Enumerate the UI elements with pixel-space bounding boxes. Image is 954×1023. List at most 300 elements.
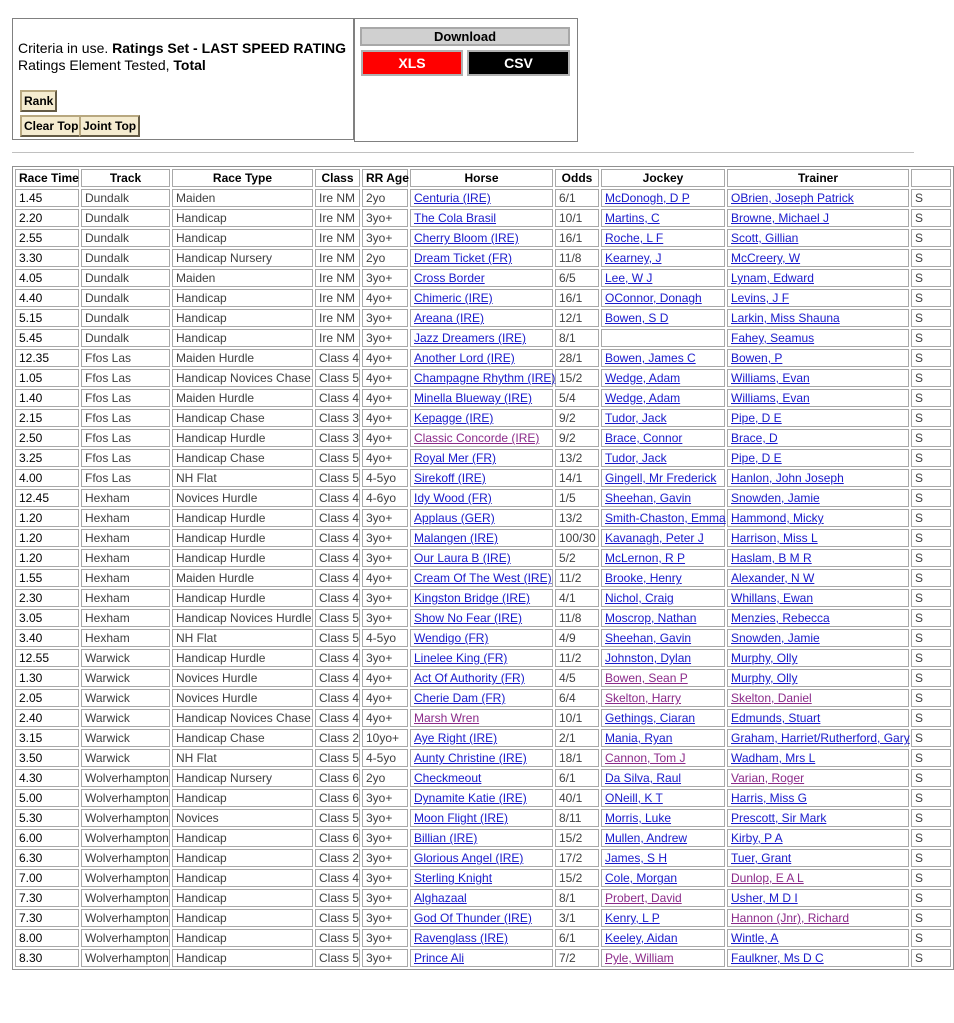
horse-link[interactable]: Aunty Christine (IRE) (414, 751, 527, 765)
trainer-link[interactable]: Graham, Harriet/Rutherford, Gary (731, 731, 910, 745)
age-cell: 3yo+ (362, 269, 408, 287)
track-cell: Ffos Las (81, 469, 170, 487)
trainer-link[interactable]: Hammond, Micky (731, 511, 824, 525)
class-cell: Class 5 (315, 369, 360, 387)
jockey-link[interactable]: Morris, Luke (605, 811, 672, 825)
horse-link[interactable]: Kingston Bridge (IRE) (414, 591, 531, 605)
horse-cell (410, 429, 553, 447)
horse-link[interactable]: Wendigo (FR) (414, 631, 489, 645)
race-type-cell: Novices (172, 809, 313, 827)
horse-cell (410, 749, 553, 767)
trainer-cell (727, 589, 909, 607)
jockey-link[interactable]: Brooke, Henry (605, 571, 682, 585)
extra-cell: S (911, 889, 951, 907)
horse-link[interactable]: The Cola Brasil (414, 211, 497, 225)
horse-link[interactable]: Cross Border (414, 271, 485, 285)
odds-cell: 6/1 (555, 769, 599, 787)
class-cell: Ire NM (315, 289, 360, 307)
extra-cell: S (911, 489, 951, 507)
jockey-cell (601, 869, 725, 887)
jockey-link[interactable]: McLernon, R P (605, 551, 686, 565)
horse-cell (410, 589, 553, 607)
horse-link[interactable]: Centuria (IRE) (414, 191, 491, 205)
extra-cell: S (911, 949, 951, 967)
track-cell: Dundalk (81, 269, 170, 287)
jockey-link[interactable]: Keeley, Aidan (605, 931, 678, 945)
age-cell: 4-5yo (362, 749, 408, 767)
horse-link[interactable]: Sterling Knight (414, 871, 493, 885)
extra-cell: S (911, 649, 951, 667)
trainer-link[interactable]: Prescott, Sir Mark (731, 811, 827, 825)
extra-cell: S (911, 189, 951, 207)
jockey-link[interactable]: McDonogh, D P (605, 191, 690, 205)
track-cell: Hexham (81, 609, 170, 627)
trainer-link[interactable]: McCreery, W (731, 251, 801, 265)
horse-cell (410, 229, 553, 247)
horse-link[interactable]: Glorious Angel (IRE) (414, 851, 524, 865)
criteria-line2-prefix: Ratings Element Tested, (18, 57, 174, 73)
jockey-link[interactable]: James, S H (605, 851, 668, 865)
jockey-link[interactable]: Mania, Ryan (605, 731, 673, 745)
trainer-link[interactable]: Fahey, Seamus (731, 331, 815, 345)
trainer-link[interactable]: Pipe, D E (731, 451, 782, 465)
jockey-link[interactable]: Wedge, Adam (605, 371, 681, 385)
trainer-cell (727, 349, 909, 367)
trainer-link[interactable]: Browne, Michael J (731, 211, 830, 225)
jockey-link[interactable]: Bowen, James C (605, 351, 696, 365)
race-time-cell: 1.20 (15, 549, 79, 567)
joint-top-button[interactable]: Joint Top (79, 115, 140, 137)
trainer-cell (727, 409, 909, 427)
column-header: Race Time (15, 169, 79, 187)
jockey-link[interactable]: Moscrop, Nathan (605, 611, 697, 625)
jockey-link[interactable]: Johnston, Dylan (605, 651, 692, 665)
trainer-link[interactable]: Murphy, Olly (731, 671, 798, 685)
trainer-cell (727, 389, 909, 407)
track-cell: Wolverhampton (81, 809, 170, 827)
race-type-cell: Handicap (172, 929, 313, 947)
extra-cell: S (911, 789, 951, 807)
table-row (15, 489, 951, 507)
race-type-cell: Handicap (172, 949, 313, 967)
horse-cell (410, 789, 553, 807)
trainer-link[interactable]: Harrison, Miss L (731, 531, 818, 545)
extra-cell: S (911, 369, 951, 387)
horse-link[interactable]: Malangen (IRE) (414, 531, 499, 545)
race-type-cell: Handicap Chase (172, 409, 313, 427)
class-cell: Class 4 (315, 589, 360, 607)
jockey-link[interactable]: Cole, Morgan (605, 871, 678, 885)
trainer-link[interactable]: Menzies, Rebecca (731, 611, 830, 625)
section-divider (12, 152, 914, 153)
trainer-link[interactable]: Wintle, A (731, 931, 779, 945)
track-cell: Hexham (81, 549, 170, 567)
jockey-link[interactable]: Martins, C (605, 211, 660, 225)
class-cell: Ire NM (315, 229, 360, 247)
age-cell: 4-6yo (362, 489, 408, 507)
odds-cell: 6/4 (555, 689, 599, 707)
horse-link[interactable]: Sirekoff (IRE) (414, 471, 486, 485)
horse-link[interactable]: Another Lord (IRE) (414, 351, 515, 365)
jockey-link[interactable]: Bowen, S D (605, 311, 669, 325)
jockey-cell (601, 829, 725, 847)
trainer-link[interactable]: OBrien, Joseph Patrick (731, 191, 854, 205)
trainer-link[interactable]: Snowden, Jamie (731, 491, 820, 505)
race-time-cell: 2.05 (15, 689, 79, 707)
horse-cell (410, 949, 553, 967)
column-header: RR Age (362, 169, 408, 187)
track-cell: Warwick (81, 709, 170, 727)
jockey-link[interactable]: Pyle, William (605, 951, 674, 965)
horse-link[interactable]: Prince Ali (414, 951, 465, 965)
horse-link[interactable]: Alghazaal (414, 891, 467, 905)
table-row (15, 649, 951, 667)
table-row (15, 589, 951, 607)
class-cell: Class 4 (315, 509, 360, 527)
horse-cell (410, 809, 553, 827)
jockey-link[interactable]: Tudor, Jack (605, 451, 667, 465)
horse-link[interactable]: Act Of Authority (FR) (414, 671, 525, 685)
race-type-cell: Handicap (172, 789, 313, 807)
class-cell: Class 5 (315, 949, 360, 967)
jockey-link[interactable]: Sheehan, Gavin (605, 631, 692, 645)
race-type-cell: Handicap (172, 329, 313, 347)
jockey-link[interactable]: Nichol, Craig (605, 591, 674, 605)
jockey-link[interactable]: Probert, David (605, 891, 682, 905)
trainer-cell (727, 929, 909, 947)
trainer-link[interactable]: Edmunds, Stuart (731, 711, 821, 725)
trainer-link[interactable]: Faulkner, Ms D C (731, 951, 824, 965)
age-cell: 4yo+ (362, 369, 408, 387)
odds-cell: 13/2 (555, 509, 599, 527)
race-time-cell: 7.00 (15, 869, 79, 887)
horse-link[interactable]: Moon Flight (IRE) (414, 811, 509, 825)
jockey-link[interactable]: ONeill, K T (605, 791, 663, 805)
column-header: Horse (410, 169, 553, 187)
jockey-link[interactable]: Roche, L F (605, 231, 664, 245)
horse-cell (410, 209, 553, 227)
age-cell: 2yo (362, 189, 408, 207)
horse-link[interactable]: Minella Blueway (IRE) (414, 391, 533, 405)
class-cell: Class 5 (315, 909, 360, 927)
jockey-link[interactable]: Smith-Chaston, Emma (605, 511, 726, 525)
trainer-link[interactable]: Alexander, N W (731, 571, 815, 585)
extra-cell: S (911, 809, 951, 827)
race-time-cell: 2.40 (15, 709, 79, 727)
trainer-link[interactable]: Murphy, Olly (731, 651, 798, 665)
race-type-cell: Handicap Hurdle (172, 509, 313, 527)
table-row (15, 529, 951, 547)
jockey-cell (601, 709, 725, 727)
horse-link[interactable]: God Of Thunder (IRE) (414, 911, 532, 925)
trainer-cell (727, 749, 909, 767)
trainer-link[interactable]: Tuer, Grant (731, 851, 792, 865)
age-cell: 3yo+ (362, 829, 408, 847)
horse-link[interactable]: Billian (IRE) (414, 831, 478, 845)
table-row (15, 549, 951, 567)
race-time-cell: 5.30 (15, 809, 79, 827)
age-cell: 3yo+ (362, 209, 408, 227)
trainer-cell (727, 709, 909, 727)
jockey-link[interactable]: Sheehan, Gavin (605, 491, 692, 505)
trainer-cell (727, 729, 909, 747)
trainer-cell (727, 609, 909, 627)
table-row (15, 949, 951, 967)
odds-cell: 4/1 (555, 589, 599, 607)
horse-cell (410, 189, 553, 207)
age-cell: 3yo+ (362, 589, 408, 607)
column-header (911, 169, 951, 187)
odds-cell: 3/1 (555, 909, 599, 927)
xls-download-button[interactable]: XLS (361, 50, 463, 76)
jockey-cell (601, 289, 725, 307)
odds-cell: 4/5 (555, 669, 599, 687)
age-cell: 3yo+ (362, 929, 408, 947)
trainer-link[interactable]: Varian, Roger (731, 771, 805, 785)
odds-cell: 5/2 (555, 549, 599, 567)
horse-link[interactable]: Areana (IRE) (414, 311, 485, 325)
race-time-cell: 7.30 (15, 889, 79, 907)
trainer-cell (727, 529, 909, 547)
horse-link[interactable]: Chimeric (IRE) (414, 291, 493, 305)
table-row (15, 569, 951, 587)
extra-cell: S (911, 909, 951, 927)
trainer-cell (727, 309, 909, 327)
horse-cell (410, 549, 553, 567)
trainer-link[interactable]: Wadham, Mrs L (731, 751, 816, 765)
trainer-cell (727, 789, 909, 807)
race-type-cell: Handicap (172, 309, 313, 327)
race-time-cell: 7.30 (15, 909, 79, 927)
horse-link[interactable]: Cherry Bloom (IRE) (414, 231, 519, 245)
trainer-link[interactable]: Usher, M D I (731, 891, 798, 905)
horse-link[interactable]: Marsh Wren (414, 711, 480, 725)
odds-cell: 7/2 (555, 949, 599, 967)
odds-cell: 13/2 (555, 449, 599, 467)
horse-link[interactable]: Linelee King (FR) (414, 651, 508, 665)
trainer-cell (727, 369, 909, 387)
ratings-set-value: Ratings Set - LAST SPEED RATING (112, 40, 347, 56)
horse-link[interactable]: Our Laura B (IRE) (414, 551, 511, 565)
race-type-cell: Handicap (172, 289, 313, 307)
race-type-cell: Handicap (172, 209, 313, 227)
jockey-link[interactable]: Kavanagh, Peter J (605, 531, 704, 545)
jockey-cell (601, 669, 725, 687)
horse-cell (410, 869, 553, 887)
age-cell: 4yo+ (362, 409, 408, 427)
race-type-cell: Handicap Hurdle (172, 529, 313, 547)
age-cell: 4yo+ (362, 669, 408, 687)
table-row (15, 269, 951, 287)
table-row (15, 249, 951, 267)
table-row (15, 889, 951, 907)
race-type-cell: Handicap Nursery (172, 769, 313, 787)
track-cell: Wolverhampton (81, 949, 170, 967)
trainer-link[interactable]: Kirby, P A (731, 831, 783, 845)
odds-cell: 8/11 (555, 809, 599, 827)
trainer-link[interactable]: Whillans, Ewan (731, 591, 814, 605)
trainer-link[interactable]: Scott, Gillian (731, 231, 799, 245)
table-row (15, 849, 951, 867)
horse-link[interactable]: Classic Concorde (IRE) (414, 431, 540, 445)
jockey-link[interactable]: Gethings, Ciaran (605, 711, 696, 725)
horse-link[interactable]: Champagne Rhythm (IRE) (414, 371, 556, 385)
extra-cell: S (911, 349, 951, 367)
class-cell: Class 5 (315, 809, 360, 827)
trainer-cell (727, 629, 909, 647)
race-type-cell: Maiden Hurdle (172, 389, 313, 407)
trainer-link[interactable]: Dunlop, E A L (731, 871, 804, 885)
jockey-link[interactable]: Gingell, Mr Frederick (605, 471, 717, 485)
class-cell: Class 4 (315, 569, 360, 587)
trainer-link[interactable]: Levins, J F (731, 291, 790, 305)
class-cell: Ire NM (315, 189, 360, 207)
race-type-cell: NH Flat (172, 469, 313, 487)
jockey-link[interactable]: Brace, Connor (605, 431, 683, 445)
race-type-cell: Handicap Chase (172, 449, 313, 467)
jockey-link[interactable]: Kenry, L P (605, 911, 660, 925)
ratings-element-value: Total (173, 57, 206, 73)
age-cell: 3yo+ (362, 549, 408, 567)
jockey-link[interactable]: Skelton, Harry (605, 691, 682, 705)
class-cell: Class 5 (315, 889, 360, 907)
jockey-link[interactable]: Kearney, J (605, 251, 662, 265)
horse-link[interactable]: Cream Of The West (IRE) (414, 571, 552, 585)
trainer-link[interactable]: Williams, Evan (731, 391, 810, 405)
odds-cell: 4/9 (555, 629, 599, 647)
age-cell: 3yo+ (362, 789, 408, 807)
horse-cell (410, 329, 553, 347)
horse-link[interactable]: Show No Fear (IRE) (414, 611, 523, 625)
horse-link[interactable]: Idy Wood (FR) (414, 491, 492, 505)
trainer-link[interactable]: Pipe, D E (731, 411, 782, 425)
table-row (15, 909, 951, 927)
horse-cell (410, 909, 553, 927)
trainer-link[interactable]: Bowen, P (731, 351, 783, 365)
table-row (15, 609, 951, 627)
jockey-link[interactable]: Cannon, Tom J (605, 751, 686, 765)
trainer-link[interactable]: Snowden, Jamie (731, 631, 820, 645)
race-time-cell: 12.35 (15, 349, 79, 367)
age-cell: 3yo+ (362, 949, 408, 967)
class-cell: Class 4 (315, 869, 360, 887)
extra-cell: S (911, 329, 951, 347)
odds-cell: 17/2 (555, 849, 599, 867)
age-cell: 2yo (362, 769, 408, 787)
extra-cell: S (911, 629, 951, 647)
table-row (15, 209, 951, 227)
trainer-cell (727, 809, 909, 827)
trainer-link[interactable]: Brace, D (731, 431, 778, 445)
trainer-link[interactable]: Harris, Miss G (731, 791, 807, 805)
class-cell: Class 4 (315, 649, 360, 667)
age-cell: 4yo+ (362, 389, 408, 407)
horse-cell (410, 689, 553, 707)
horse-link[interactable]: Jazz Dreamers (IRE) (414, 331, 527, 345)
jockey-link[interactable]: Wedge, Adam (605, 391, 681, 405)
track-cell: Dundalk (81, 209, 170, 227)
csv-download-button[interactable]: CSV (467, 50, 570, 76)
odds-cell: 14/1 (555, 469, 599, 487)
age-cell: 3yo+ (362, 229, 408, 247)
trainer-cell (727, 909, 909, 927)
track-cell: Ffos Las (81, 409, 170, 427)
age-cell: 4yo+ (362, 289, 408, 307)
age-cell: 3yo+ (362, 849, 408, 867)
age-cell: 4yo+ (362, 569, 408, 587)
track-cell: Ffos Las (81, 349, 170, 367)
horse-link[interactable]: Checkmeout (414, 771, 482, 785)
jockey-link[interactable]: OConnor, Donagh (605, 291, 702, 305)
trainer-link[interactable]: Skelton, Daniel (731, 691, 812, 705)
race-time-cell: 3.40 (15, 629, 79, 647)
horse-link[interactable]: Dynamite Katie (IRE) (414, 791, 527, 805)
table-row (15, 629, 951, 647)
trainer-link[interactable]: Williams, Evan (731, 371, 810, 385)
jockey-cell (601, 689, 725, 707)
jockey-cell (601, 509, 725, 527)
trainer-link[interactable]: Hanlon, John Joseph (731, 471, 844, 485)
horse-link[interactable]: Ravenglass (IRE) (414, 931, 509, 945)
criteria-panel (12, 18, 354, 140)
trainer-cell (727, 469, 909, 487)
race-type-cell: Handicap (172, 869, 313, 887)
jockey-link[interactable]: Mullen, Andrew (605, 831, 688, 845)
horse-link[interactable]: Cherie Dam (FR) (414, 691, 506, 705)
race-type-cell: Handicap Novices Hurdle (172, 609, 313, 627)
horse-link[interactable]: Kepagge (IRE) (414, 411, 494, 425)
horse-link[interactable]: Aye Right (IRE) (414, 731, 498, 745)
race-type-cell: Maiden Hurdle (172, 569, 313, 587)
race-time-cell: 4.40 (15, 289, 79, 307)
jockey-cell (601, 749, 725, 767)
odds-cell: 15/2 (555, 369, 599, 387)
trainer-link[interactable]: Larkin, Miss Shauna (731, 311, 840, 325)
clear-top-button[interactable]: Clear Top (20, 115, 82, 137)
extra-cell: S (911, 249, 951, 267)
odds-cell: 6/1 (555, 189, 599, 207)
trainer-cell (727, 449, 909, 467)
age-cell: 2yo (362, 249, 408, 267)
race-type-cell: Handicap Hurdle (172, 549, 313, 567)
race-type-cell: Handicap Novices Chase (172, 709, 313, 727)
jockey-link[interactable]: Tudor, Jack (605, 411, 667, 425)
race-time-cell: 4.30 (15, 769, 79, 787)
rank-button[interactable]: Rank (20, 90, 57, 112)
race-time-cell: 2.20 (15, 209, 79, 227)
race-type-cell: Maiden (172, 269, 313, 287)
trainer-link[interactable]: Hannon (Jnr), Richard (731, 911, 850, 925)
age-cell: 4-5yo (362, 469, 408, 487)
table-row (15, 869, 951, 887)
jockey-cell (601, 189, 725, 207)
download-panel (354, 18, 578, 142)
horse-link[interactable]: Applaus (GER) (414, 511, 495, 525)
jockey-link[interactable]: Bowen, Sean P (605, 671, 688, 685)
trainer-link[interactable]: Lynam, Edward (731, 271, 814, 285)
race-type-cell: Handicap Hurdle (172, 589, 313, 607)
horse-link[interactable]: Dream Ticket (FR) (414, 251, 513, 265)
jockey-link[interactable]: Lee, W J (605, 271, 653, 285)
horse-cell (410, 309, 553, 327)
extra-cell: S (911, 469, 951, 487)
jockey-link[interactable]: Da Silva, Raul (605, 771, 682, 785)
race-time-cell: 3.15 (15, 729, 79, 747)
horse-link[interactable]: Royal Mer (FR) (414, 451, 497, 465)
trainer-cell (727, 889, 909, 907)
track-cell: Hexham (81, 589, 170, 607)
trainer-link[interactable]: Haslam, B M R (731, 551, 812, 565)
